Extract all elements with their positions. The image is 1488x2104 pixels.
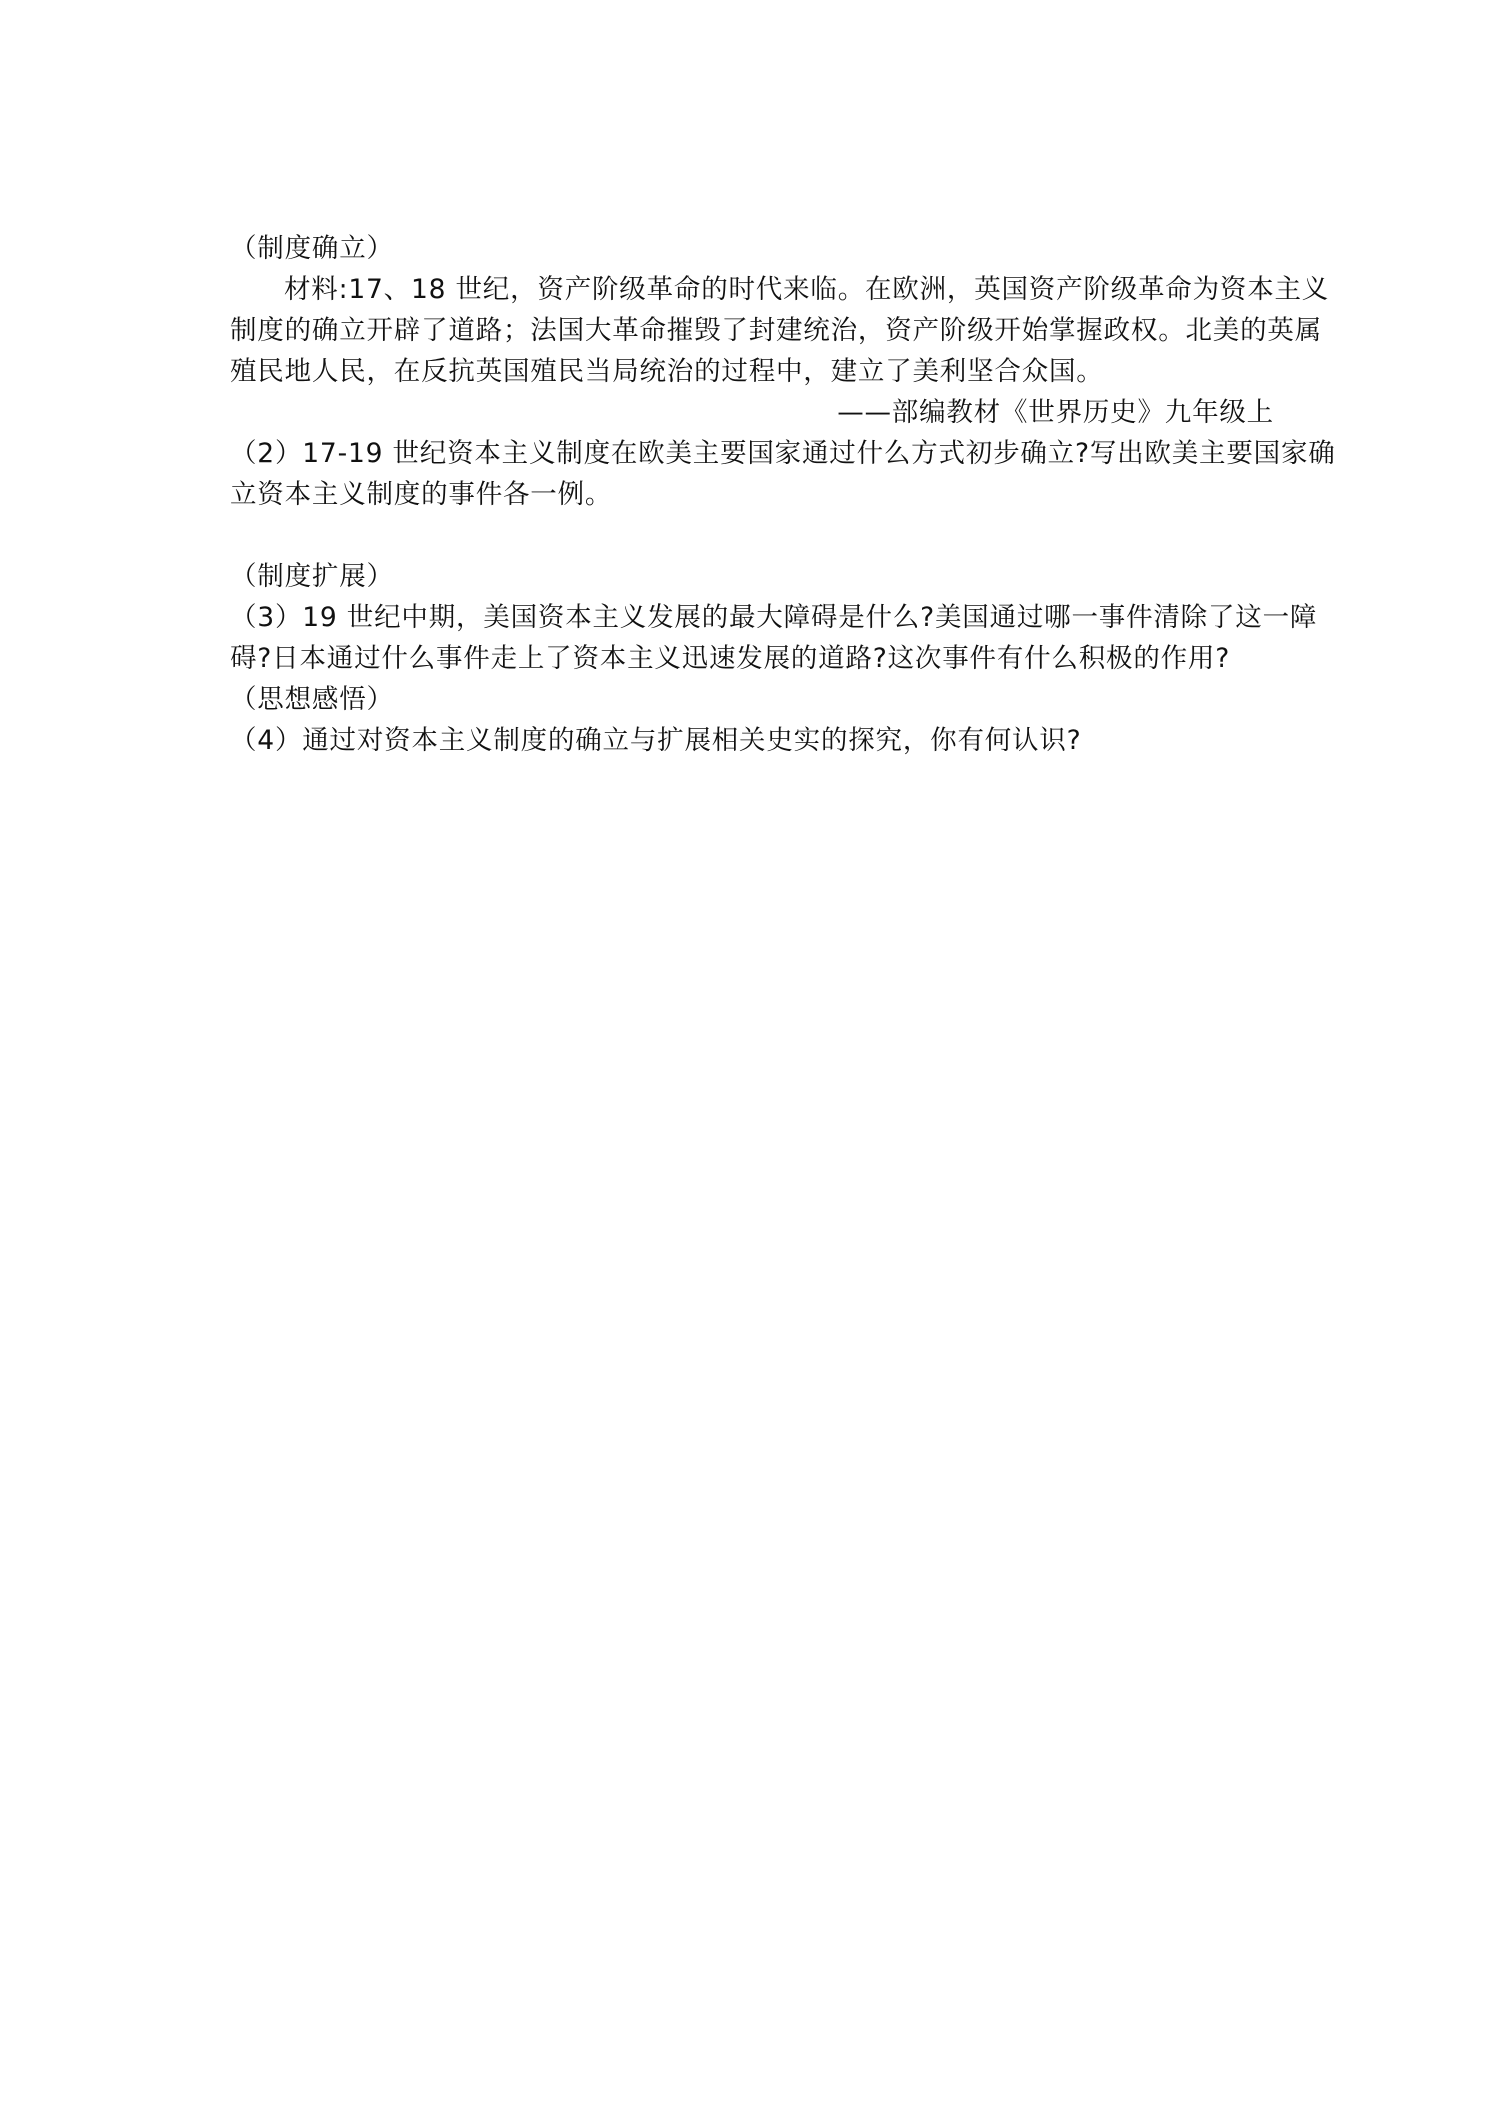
question-3-line-1: （3）19 世纪中期，美国资本主义发展的最大障碍是什么?美国通过哪一事件清除了这一障 [230,602,1318,633]
material-source: ——部编教材《世界历史》九年级上 [837,397,1274,428]
material-line-2: 制度的确立开辟了道路；法国大革命摧毁了封建统治，资产阶级开始掌握政权。北美的英属 [230,315,1322,346]
question-4: （4）通过对资本主义制度的确立与扩展相关史实的探究，你有何认识? [230,725,1082,756]
question-2-line-1: （2）17-19 世纪资本主义制度在欧美主要国家通过什么方式初步确立?写出欧美主要国家确 [230,438,1336,469]
section-heading-establishment: （制度确立） [230,233,394,264]
section-heading-expansion: （制度扩展） [230,561,394,592]
document-content [230,228,1336,761]
material-line-1: 材料:17、18 世纪，资产阶级革命的时代来临。在欧洲，英国资产阶级革命为资本主义 [284,274,1330,305]
material-line-3: 殖民地人民，在反抗英国殖民当局统治的过程中，建立了美利坚合众国。 [230,356,1104,387]
answer-space [230,515,1274,556]
question-2-line-2: 立资本主义制度的事件各一例。 [230,479,613,510]
question-3-line-2: 碍?日本通过什么事件走上了资本主义迅速发展的道路?这次事件有什么积极的作用? [230,643,1231,674]
section-heading-reflection: （思想感悟） [230,684,394,715]
